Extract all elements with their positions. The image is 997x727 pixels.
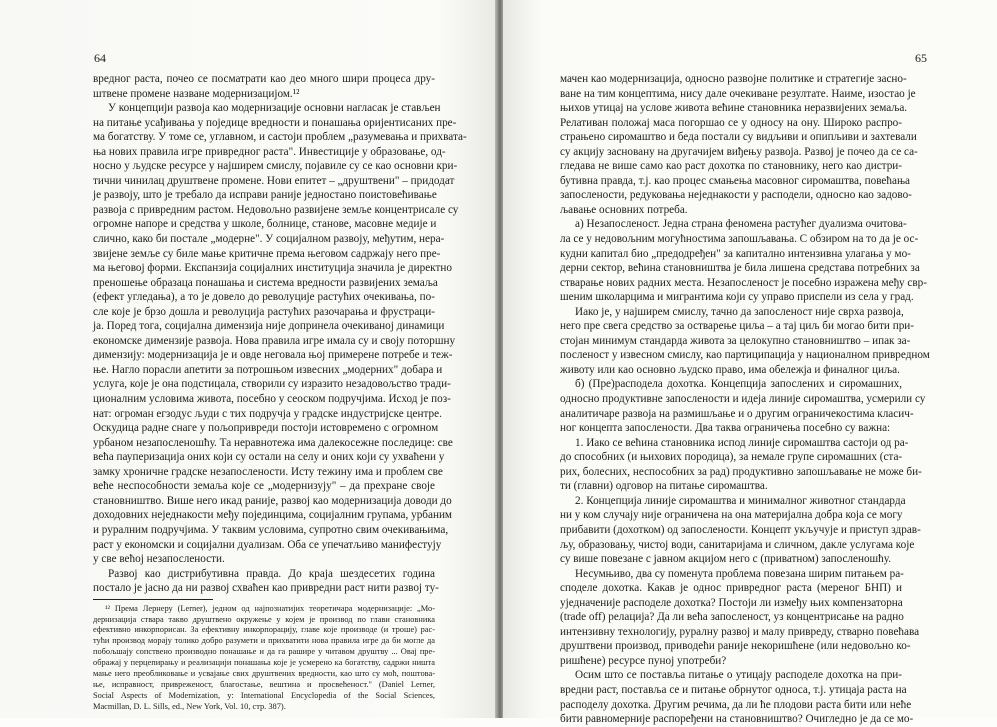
text-line: Релативан положај маса погоршао се у односу на ону. Широко распро- <box>560 116 902 129</box>
text-line: мачен као модернизација, односно развојне политике и стратегије засно- <box>560 73 907 85</box>
text-line: Иако је, у најширем смислу, тачно да запосленост није сврха развоја, <box>575 305 904 318</box>
text-line: бити равномерније распоређени на становништво? Очигледно је да се мо- <box>560 713 914 726</box>
footnote-line: мање него преобликовање и усвајање свих друштвених вредности, као што су моћ, поштова- <box>93 669 435 679</box>
body-lines <box>560 72 930 727</box>
text-line: стојан минимум стандарда живота за целокупно становништво – ипак за- <box>560 334 911 347</box>
text-line: а) Незапосленост. Једна страна феномена растућег дуализма очитова- <box>575 218 907 231</box>
left-page <box>0 0 497 718</box>
footnote-line: Social Aspects of Modernization, у: International Encyclopedia of the Social Sciences, <box>93 690 435 700</box>
footnote-line: побољшају сопствено производно понашање и да га рашире у читавом друштву ... Овај пре- <box>93 647 435 657</box>
text-line: 2. Концепција линије сиромаштва и минималног животног стандарда <box>575 494 906 507</box>
text-line: доходовних неједнакости међу појединцима, социјалним групама, урбаним <box>93 509 453 522</box>
footnote-line: тући производ морају толико добро разумети и прихватити нова правила игре да би могле да <box>93 636 435 646</box>
text-line: 1. Иако се већина становника испод линије сиромаштва састоји од ра- <box>575 436 909 449</box>
text-line: ване на тим концептима, нису дале очекиване резултате. Наиме, изостао је <box>560 87 916 100</box>
text-line: ног концепта запослености. Два таква ограничења посебно су важна: <box>560 422 891 435</box>
text-line: замку хроничне градске незапослености. Исту тежину има и проблем све <box>93 465 443 478</box>
text-line: уједначеније расподеле дохотка? Постоји ли између њих компензаторна <box>560 596 903 609</box>
text-line: ња нових правила игре привредног раста". Инвестиције у образовање, од- <box>93 145 446 158</box>
text-line: Несумњиво, два су поменута проблема повезана ширим питањем ра- <box>575 567 904 580</box>
page-number: 64 <box>94 51 106 65</box>
text-line: друштвени производ, приводећи раније некоришћене (или недовољно ко- <box>560 640 911 653</box>
text-line: преношење образаца понашања и система вредности развијених земаља <box>93 276 438 289</box>
text-line: ја. Поред тога, социјална димензија није допринела очекиваној динамици <box>93 320 445 333</box>
text-line: звијене земље су биле мање критичне према његовом садржају него пре- <box>93 247 441 260</box>
text-line: расподелу дохотка. Другим речима, да ли ће плодови раста бити или неће <box>560 698 912 711</box>
text-line: љавање основних потреба. <box>560 203 688 216</box>
text-line: ни у ком случају није ограничена на она материјална добра која се могу <box>560 509 903 522</box>
text-line: дерни сектор, већина становништва је била лишена средстава потребних за <box>560 262 920 275</box>
text-line: су више повезане с јавном акцијом него с (приватном) запосленошћу. <box>560 553 892 566</box>
text-line: страњено сиромаштво и беда постали су видљиви и опипљиви и захтевали <box>560 131 917 144</box>
text-line: њихов утицај на услове живота већине становника неразвијених земаља. <box>560 102 908 115</box>
text-line: до способних (и њихових породица), за немале групе сиромашних (ста- <box>560 451 903 464</box>
text-line: и руралним подручјима. У таквим условима, супротно свим очекивањима, <box>93 523 449 536</box>
text-line: У концепцији развоја као модернизације основни нагласак је стављен <box>108 102 441 115</box>
page-number: 65 <box>915 51 927 65</box>
text-line: у све већој незапослености. <box>93 553 225 566</box>
text-line: на питање усађивања у поједице вредности и понашања оријентисаних пре- <box>93 116 457 129</box>
text-line: него пре свега средство за остварење циља – а тај циљ би могао бити при- <box>560 320 915 333</box>
footnote-line: дернизација ствара такво друштвено окружење у којем је производ по глави становника <box>93 614 435 624</box>
text-line: раст у економски и социјални дуализам. Оба се упечатљиво манифестују <box>93 538 442 551</box>
text-line: услуга, које је она подстицала, створили су изразито незадовољство тради- <box>93 378 451 391</box>
text-line: ционалним условима живота, посебно у сеоском подручјима. Исход је поз- <box>93 393 451 406</box>
text-line: тични чинилац друштвене промене. Нови епитет – „друштвени" – придодат <box>93 174 455 187</box>
text-line: нат: огроман егзодус људи с тих подручја у градске индустријске центре. <box>93 407 442 420</box>
text-line: ла се у недовољним могућностима запошљавања. С обзиром на то да је ос- <box>560 233 919 246</box>
text-line: рих, болесних, неспособних за рад) продуктивно запошљавање не може би- <box>560 465 922 478</box>
body-text <box>93 72 467 713</box>
text-line: аналитичаре развоја на размишљање и о другим ограничекостима класич- <box>560 407 914 420</box>
text-line: урбаном незапосленошћу. Та неравнотежа има далекосежне последице: све <box>93 436 453 449</box>
text-line: интензивну технологију, руралну развој и малу привреду, стварно повећава <box>560 625 920 638</box>
text-line: носно у људске ресурсе у најширем смислу, појавиле су се као основни кри- <box>93 160 458 173</box>
text-line: прибавити (дохотком) од запослености. Концепт укључује и приступ здрав- <box>560 523 921 536</box>
body-lines <box>93 72 467 596</box>
text-line: Развој као дистрибутивна правда. До краја шездесетих година <box>108 567 435 580</box>
text-line: (trade off) релација? Да ли већа запосленост, уз концентрисање на радно <box>560 611 904 624</box>
footnote <box>93 604 435 713</box>
text-line: шеним школарцима и мигрантима који су управо приспели из села у град. <box>560 291 914 304</box>
text-line: гледава не више само као раст дохотка по становнику, него као дистри- <box>560 160 902 173</box>
text-line: огромне напоре и средства у школе, болнице, станове, масовне медије и <box>93 218 437 231</box>
text-line: становништво. Више него икад раније, развој као модернизација доводи до <box>93 494 452 507</box>
text-line: сле које је брзо дошла и револуција растућих разочарања и фрустраци- <box>93 305 435 318</box>
text-line: веће неспособности земаља које се „модернизују" – да прехране своје <box>93 480 435 493</box>
text-line: љу, образовању, чистој води, санитаријама и сличном, дакле услугама које <box>560 538 915 551</box>
text-line: већа пауперизација оних који су остали на селу и оних који су ухваћени у <box>93 451 445 464</box>
footnote-line: ображај у перцепирању и реализацији понашања које је усмерено ка богатству, садржи ништа <box>93 658 435 668</box>
text-line: развоја с привредним растом. Недовољно развијене земље концентрисале су <box>93 203 459 216</box>
text-line: је развоју, што је требало да исправи раније једностано поистовећивање <box>93 189 437 202</box>
text-line: постало је јасно да ни развој схваћен као привредни раст нити развој ту- <box>93 582 439 595</box>
body-text <box>560 72 930 727</box>
footnote-line: ње, исправност, привреженост, благостање, вештина и просвећеност." (Daniel Lerner, <box>93 679 435 689</box>
text-line: Оскудица радне снаге у пољопривреди постоји истовремено с огромном <box>93 422 439 435</box>
text-line: б) (Пре)расподела дохотка. Концепција запослених и сиромашних, <box>575 378 902 391</box>
text-line: ма његовој форми. Експанзија социјалних институција значила је директно <box>93 262 452 275</box>
text-line: односно продуктивне запослености и идеја линије сиромаштва, усмерили су <box>560 393 926 406</box>
text-line: вредни раст, поставља се и питање обрнутог односа, т.ј. утицаја раста на <box>560 683 907 696</box>
footnote-rule <box>93 599 213 600</box>
text-line: стварање нових радних места. Незапосленост је посебно изражена међу свр- <box>560 276 927 289</box>
text-line: животу или као основно људско право, има обележја и финалног циља. <box>560 363 900 376</box>
text-line: Осим што се поставља питање о утицају расподеле дохотка на при- <box>575 669 902 682</box>
text-line: ришћене) ресурсе пуној употреби? <box>560 654 727 667</box>
right-page <box>503 0 997 726</box>
text-line: кудни капитал био „предодређен" за капитално интензивна улагања у мо- <box>560 247 911 260</box>
footnote-line: Macmillan, D. L. Sills, ed., New York, Vol. 10, стр. 387). <box>93 701 286 711</box>
text-line: ма богатству. У томе се, углавном, и састоји проблем „разумевања и прихвата- <box>93 131 467 144</box>
footnote-line: ефективно инкорпорисан. За ефективну инкорпорацију, главе које производе (и троше) рас- <box>93 625 435 635</box>
text-line: вредног раста, почео се посматрати као део много шири процеса дру- <box>93 73 435 85</box>
text-line: ти (главни) одговор на питање сиромаштва. <box>560 480 768 493</box>
text-line: економске димензије развоја. Нова правила игре имала су и своју поторшну <box>93 334 456 347</box>
text-line: су акцију засновану на другачијем виђењу развоја. Развој је почео да се са- <box>560 145 918 158</box>
text-line: штвене промене назване модернизацијом.¹² <box>93 87 300 100</box>
text-line: димензију: модернизација је и овде неговала њој примерене потребе и теж- <box>93 349 453 362</box>
text-line: слично, како би постале „модерне". У социјалном развоју, међутим, нера- <box>93 233 445 246</box>
text-line: ње. Нагло порасли апетити за потрошњом извесних „модерних" добара и <box>93 363 443 376</box>
text-line: бутивна правда, т.ј. као процес смањења масовног сиромаштва, повећања <box>560 174 910 187</box>
text-line: посленост у извесном смислу, као партиципација у националном привредном <box>560 349 930 362</box>
text-line: споделе дохотка. Какав је однос привредног раста (мереног БНП) и <box>560 582 902 595</box>
text-line: запослености, редуковања неједнакости у расподели, односно као задово- <box>560 189 912 202</box>
footnote-line: ¹² Према Лернеру (Lerner), једном од најпознатијих теоретичара модернизације: „Мо- <box>105 603 435 613</box>
text-line: (ефект угледања), а то је довело до револуције растућих очекивања, по- <box>93 291 435 304</box>
